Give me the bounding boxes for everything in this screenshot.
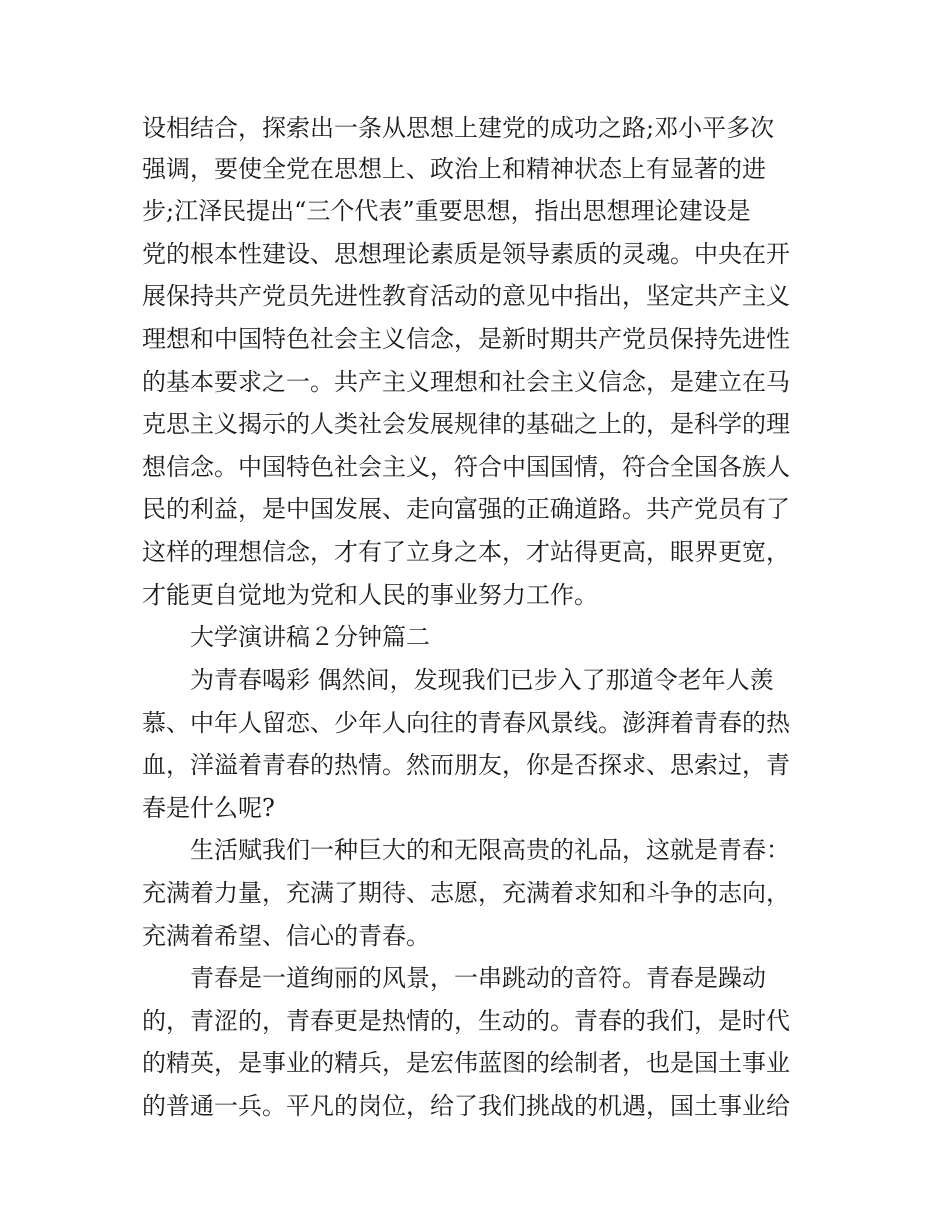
body-text-line: 克思主义揭示的人类社会发展规律的基础之上的，是科学的理 [142,410,790,438]
body-text-line: 的，青涩的，青春更是热情的，生动的。青春的我们，是时代 [142,1007,790,1035]
body-text-line: 党的根本性建设、思想理论素质是领导素质的灵魂。中央在开 [142,240,790,268]
body-text-line: 展保持共产党员先进性教育活动的意见中指出，坚定共产主义 [142,282,790,310]
body-text-line: 青春是一道绚丽的风景，一串跳动的音符。青春是躁动 [190,964,766,992]
body-text-line: 的精英，是事业的精兵，是宏伟蓝图的绘制者，也是国土事业 [142,1049,790,1077]
body-text-line: 血，洋溢着青春的热情。然而朋友，你是否探求、思索过，青 [142,751,790,779]
body-text-line: 设相结合，探索出一条从思想上建党的成功之路;邓小平多次 [142,114,775,142]
body-text-line: 的普通一兵。平凡的岗位，给了我们挑战的机遇，国土事业给 [142,1092,790,1120]
body-text-line: 民的利益，是中国发展、走向富强的正确道路。共产党员有了 [142,495,790,523]
body-text-line: 春是什么呢? [142,794,275,822]
body-text-line: 理想和中国特色社会主义信念，是新时期共产党员保持先进性 [142,325,790,353]
body-text-line: 充满着力量，充满了期待、志愿，充满着求知和斗争的志向， [142,879,790,907]
body-text-line: 的基本要求之一。共产主义理想和社会主义信念，是建立在马 [142,368,790,396]
body-text-line: 才能更自觉地为党和人民的事业努力工作。 [142,581,598,609]
body-text-line: 充满着希望、信心的青春。 [142,922,430,950]
body-text-line: 想信念。中国特色社会主义，符合中国国情，符合全国各族人 [142,453,790,481]
body-text-line: 这样的理想信念，才有了立身之本，才站得更高，眼界更宽， [142,538,790,566]
body-text-line: 强调，要使全党在思想上、政治上和精神状态上有显著的进 [142,155,766,183]
body-text-line: 为青春喝彩 偶然间，发现我们已步入了那道令老年人羡 [190,666,774,694]
body-text-line: 慕、中年人留恋、少年人向往的青春风景线。澎湃着青春的热 [142,709,790,737]
section-heading: 大学演讲稿２分钟篇二 [190,623,430,651]
body-text-line: 步;江泽民提出“三个代表”重要思想，指出思想理论建设是 [142,197,751,225]
body-text-line: 生活赋我们一种巨大的和无限高贵的礼品，这就是青春： [190,836,790,864]
